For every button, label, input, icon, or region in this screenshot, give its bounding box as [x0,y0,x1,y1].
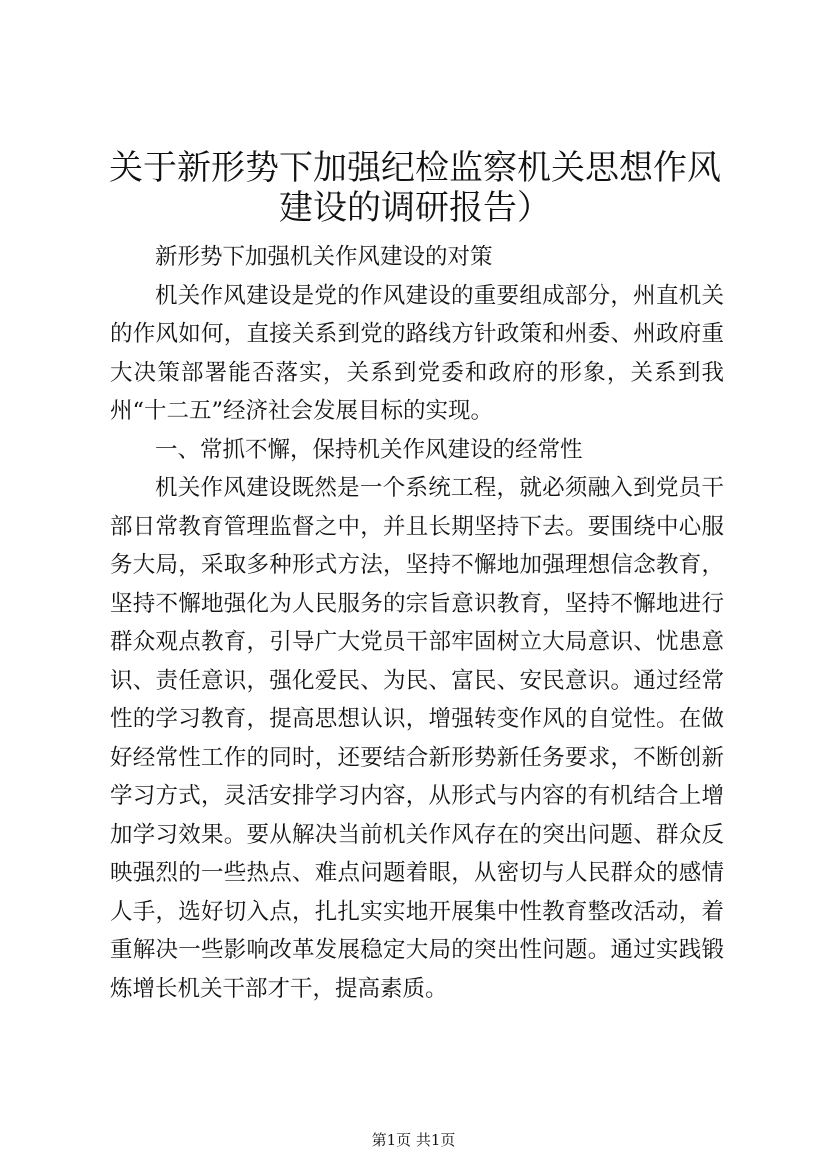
paragraph-section-body: 机关作风建设既然是一个系统工程，就必须融入到党员干部日常教育管理监督之中，并且长期坚持下去。要围绕中心服务大局，采取多种形式方法，坚持不懈地加强理想信念教育，坚持不懈地强化为人民服务的宗旨意识教育，坚持不懈地进行群众观点教育，引导广大党员干部牢固树立大局意识、忧患意识、责任意识，强化爱民、为民、富民、安民意识。通过经常性的学习教育，提高思想认识，增强转变作风的自觉性。在做好经常性工作的同时，还要结合新形势新任务要求，不断创新学习方式，灵活安排学习内容，从形式与内容的有机结合上增加学习效果。要从解决当前机关作风存在的突出问题、群众反映强烈的一些热点、难点问题着眼，从密切与人民群众的感情人手，选好切入点，扎扎实实地开展集中性教育整改活动，着重解决一些影响改革发展稳定大局的突出性问题。通过实践锻炼增长机关干部才干，提高素质。 [110,475,724,1002]
paragraph-subtitle: 新形势下加强机关作风建设的对策 [155,244,493,270]
document-body [110,238,724,1008]
document-title: 关于新形势下加强纪检监察机关思想作风建设的调研报告） [109,148,721,228]
page-footer: 第1页 共1页 [371,1131,456,1149]
paragraph-intro: 机关作风建设是党的作风建设的重要组成部分，州直机关的作风如何，直接关系到党的路线方针政策和州委、州政府重大决策部署能否落实，关系到党委和政府的形象，关系到我州“十二五”经济社会发展目标的实现。 [110,282,724,424]
section-heading: 一、常抓不懈，保持机关作风建设的经常性 [155,436,583,463]
